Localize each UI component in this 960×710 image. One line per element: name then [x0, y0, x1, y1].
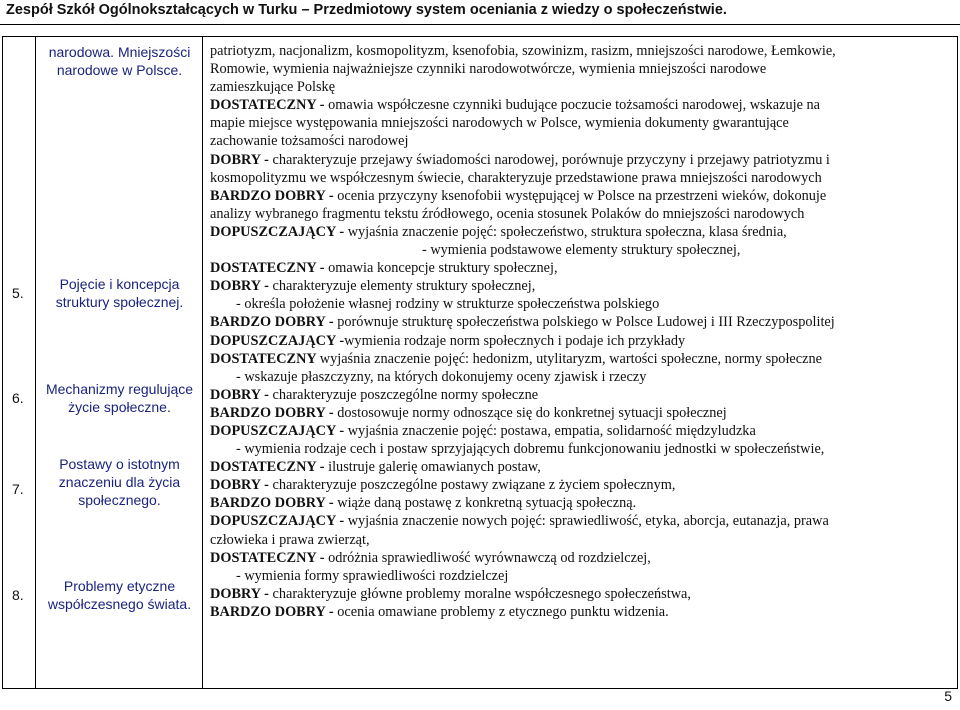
requirement-line	[210, 332, 951, 350]
header-divider	[0, 24, 960, 25]
requirement-text: omawia współczesne czynniki budujące poczucie tożsamości narodowej, wskazuje na	[328, 97, 820, 114]
grade-level: DOSTATECZNY -	[210, 459, 329, 476]
requirement-line	[210, 350, 951, 368]
requirement-text: dostosowuje normy odnoszące się do konkretnej sytuacji społecznej	[337, 404, 727, 421]
requirement-text: wymienia rodzaje norm społecznych i podaje ich przykłady	[344, 332, 686, 349]
grade-level: BARDZO DOBRY -	[210, 404, 338, 421]
grade-level: DOPUSZCZAJĄCY -	[210, 223, 348, 240]
grade-level: DOPUSZCZAJĄCY -	[210, 422, 348, 439]
requirement-line: - wskazuje płaszczyzny, na których dokonujemy oceny zjawisk i rzeczy	[236, 368, 647, 385]
requirement-line	[210, 223, 951, 241]
requirement-line	[210, 494, 951, 512]
requirement-line: zachowanie tożsamości narodowej	[210, 133, 409, 150]
requirement-line	[210, 151, 951, 169]
requirement-text: wyjaśnia znaczenie pojęć: postawa, empatia, solidarność międzyludzka	[347, 422, 756, 439]
requirement-line: - wymienia podstawowe elementy struktury społecznej,	[422, 242, 741, 259]
row-number: 6.	[12, 390, 24, 406]
topic-label: Postawy o istotnym znaczeniu dla życia społecznego.	[58, 456, 181, 508]
requirements-column	[203, 37, 958, 689]
grade-level: DOPUSZCZAJĄCY -	[210, 513, 348, 530]
requirement-line	[210, 476, 951, 494]
grade-level: BARDZO DOBRY -	[210, 314, 338, 331]
requirement-line: kosmopolityzmu we współczesnym świecie, charakteryzuje przedstawione prawa mniejszości narodowych	[210, 169, 822, 186]
requirement-text: charakteryzuje elementy struktury społecznej,	[272, 278, 536, 295]
grade-level: DOBRY -	[210, 585, 273, 602]
requirement-text: charakteryzuje główne problemy moralne współczesnego społeczeństwa,	[272, 585, 691, 602]
requirement-text: wyjaśnia znaczenie nowych pojęć: sprawiedliwość, etyka, aborcja, eutanazja, prawa	[347, 513, 829, 530]
requirement-line	[210, 404, 951, 422]
row-number: 7.	[12, 481, 24, 497]
grade-level: BARDZO DOBRY -	[210, 603, 338, 620]
requirement-line	[210, 549, 951, 567]
requirement-line	[210, 458, 951, 476]
requirement-text: porównuje strukturę społeczeństwa polskiego w Polsce Ludowej i III Rzeczypospolitej	[337, 314, 835, 331]
topic-label: narodowa. Mniejszości narodowe w Polsce.	[48, 44, 191, 78]
requirement-line	[210, 313, 951, 331]
requirement-line	[210, 603, 951, 621]
grade-level: BARDZO DOBRY -	[210, 495, 338, 512]
requirement-text: charakteryzuje przejawy świadomości narodowej, porównuje przyczyny i przejawy patriotyzmu i	[272, 151, 830, 168]
grade-level: DOBRY -	[210, 477, 273, 494]
grade-level: DOSTATECZNY	[210, 350, 320, 367]
requirement-text: ocenia przyczyny ksenofobii występującej w Polsce na przestrzeni wieków, dokonuje	[337, 187, 827, 204]
document-header: Zespół Szkół Ogólnokształcących w Turku – Przedmiotowy system oceniania z wiedzy o społeczeństwie.	[6, 2, 727, 18]
requirement-line: analizy wybranego fragmentu tekstu źródłowego, ocenia stosunek Polaków do mniejszości narodowych	[210, 205, 805, 222]
requirement-text: charakteryzuje poszczególne postawy związane z życiem społecznym,	[272, 477, 676, 494]
table-row	[3, 37, 958, 689]
requirement-text: wyjaśnia znaczenie pojęć: hedonizm, utylitaryzm, wartości społeczne, normy społeczne	[319, 350, 822, 367]
grading-table	[2, 36, 958, 689]
requirement-line	[210, 386, 951, 404]
grade-level: DOSTATECZNY -	[210, 97, 329, 114]
requirement-line	[210, 96, 951, 114]
grade-level: DOBRY -	[210, 386, 273, 403]
number-column	[3, 37, 36, 689]
topic-label: Pojęcie i koncepcja struktury społecznej.	[55, 276, 184, 310]
requirement-line	[210, 512, 951, 530]
requirement-line	[210, 187, 951, 205]
requirement-text: ilustruje galerię omawianych postaw,	[328, 459, 541, 476]
requirement-line: zamieszkujące Polskę	[210, 79, 336, 96]
requirement-line	[210, 585, 951, 603]
requirement-text: omawia koncepcje struktury społecznej,	[328, 260, 558, 277]
requirement-line: - określa położenie własnej rodziny w strukturze społeczeństwa polskiego	[236, 296, 660, 313]
requirement-line: - wymienia rodzaje cech i postaw sprzyjających dobremu funkcjonowaniu jednostki w społeczeństwie,	[236, 441, 825, 458]
requirement-text: wyjaśnia znaczenie pojęć: społeczeństwo, struktura społeczna, klasa średnia,	[347, 223, 787, 240]
grade-level: DOSTATECZNY -	[210, 260, 329, 277]
page-number: 5	[944, 688, 952, 704]
grade-level: BARDZO DOBRY -	[210, 187, 338, 204]
topic-column	[36, 37, 203, 689]
requirement-line: patriotyzm, nacjonalizm, kosmopolityzm, ksenofobia, szowinizm, rasizm, mniejszości narodowe, Łemkowie,	[210, 43, 836, 59]
row-number: 5.	[12, 285, 24, 301]
requirement-line	[210, 422, 951, 440]
grade-level: DOSTATECZNY -	[210, 549, 329, 566]
requirement-line: mapie miejsce występowania mniejszości narodowych w Polsce, wymienia dokumenty gwarantujące	[210, 115, 789, 132]
requirement-line	[210, 259, 951, 277]
requirement-text: ocenia omawiane problemy z etycznego punktu widzenia.	[337, 603, 669, 620]
row-number: 8.	[12, 587, 24, 603]
requirement-text: odróżnia sprawiedliwość wyrównawczą od rozdzielczej,	[328, 549, 651, 566]
topic-label: Mechanizmy regulujące życie społeczne.	[45, 381, 194, 415]
requirement-line: - wymienia formy sprawiedliwości rozdzielczej	[236, 567, 509, 584]
requirement-text: charakteryzuje poszczególne normy społeczne	[272, 386, 539, 403]
grade-level: DOPUSZCZAJĄCY -	[210, 332, 345, 349]
requirement-line: człowieka i prawa zwierząt,	[210, 531, 370, 548]
requirement-line: Romowie, wymienia najważniejsze czynniki narodowotwórcze, wymienia mniejszości narodowe	[210, 61, 767, 78]
requirement-text: wiąże daną postawę z konkretną sytuacją społeczną.	[337, 495, 637, 512]
grade-level: DOBRY -	[210, 278, 273, 295]
topic-label: Problemy etyczne współczesnego świata.	[47, 578, 192, 612]
grade-level: DOBRY -	[210, 151, 273, 168]
requirement-line	[210, 277, 951, 295]
